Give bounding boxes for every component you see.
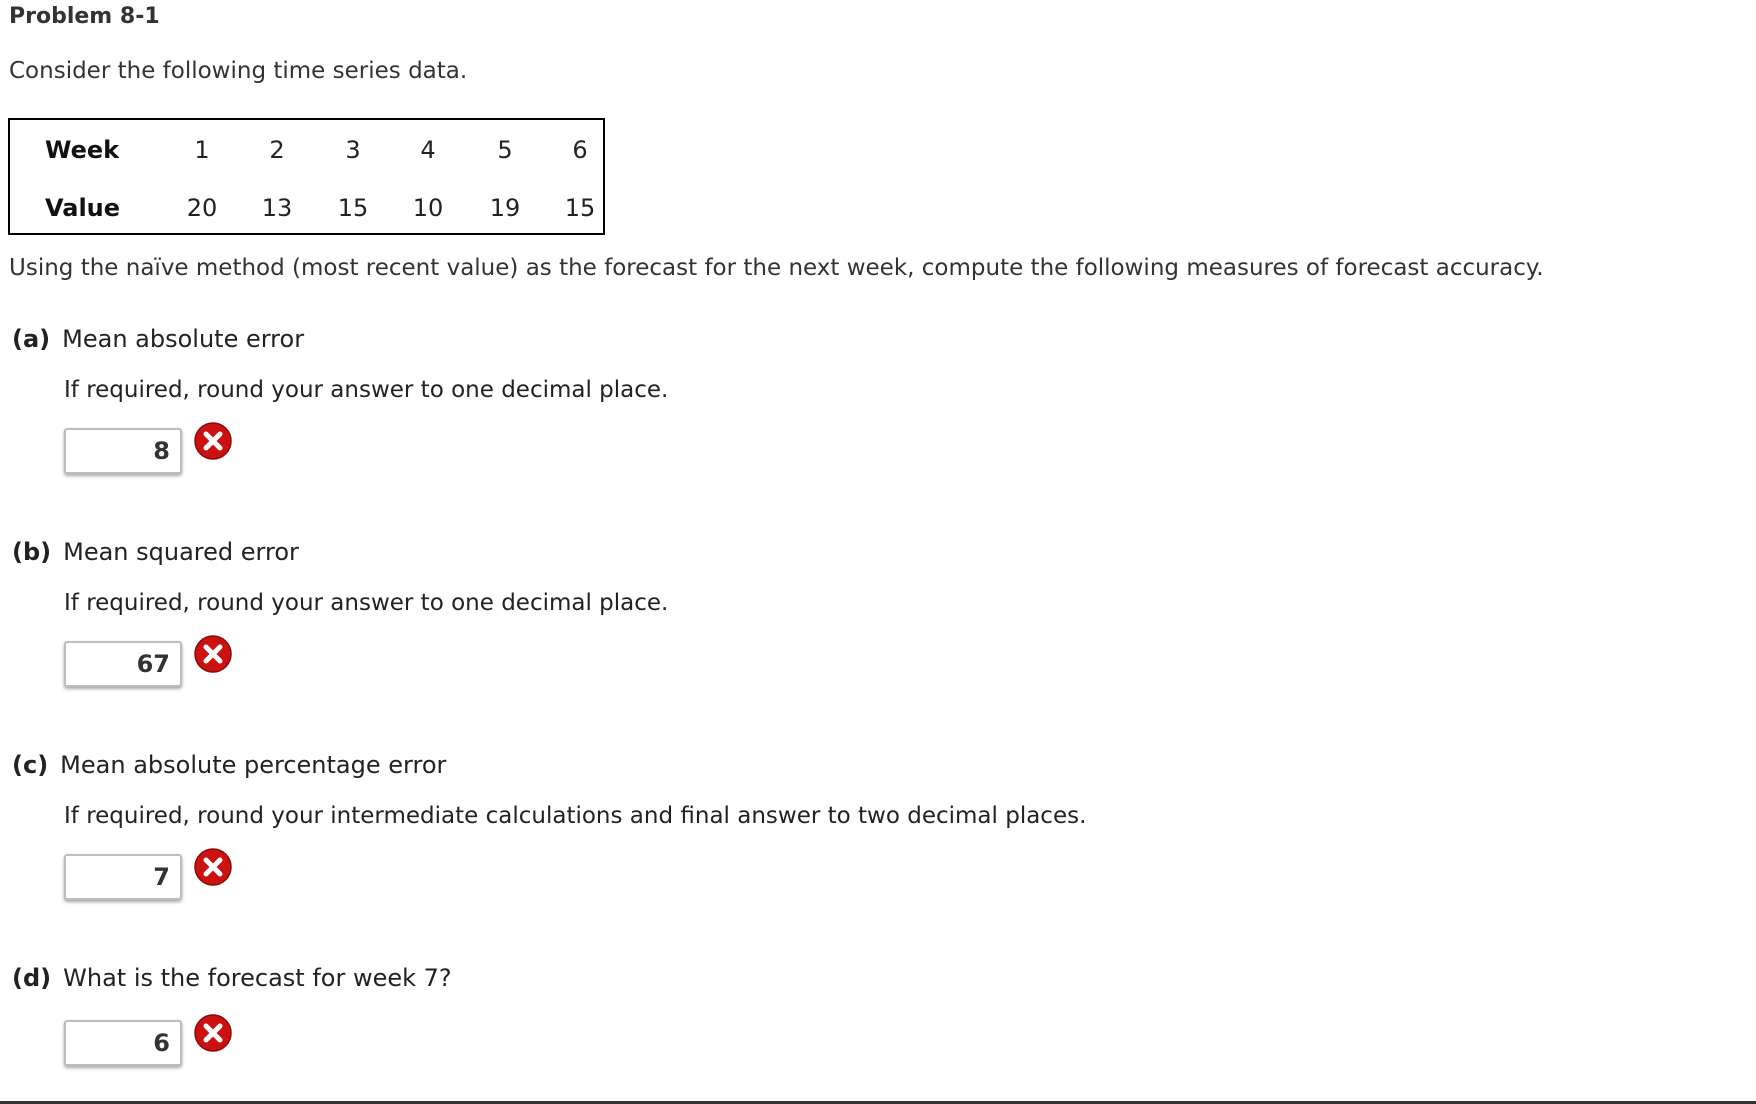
value-cell: 15 <box>337 194 369 222</box>
problem-intro: Consider the following time series data. <box>9 58 468 84</box>
part-a-question: Mean absolute error <box>62 325 305 353</box>
part-c-note: If required, round your intermediate calculations and final answer to two decimal places. <box>64 803 1087 829</box>
part-b-note: If required, round your answer to one decimal place. <box>64 590 669 616</box>
part-c-letter: (c) <box>12 751 49 779</box>
incorrect-x-icon <box>193 634 233 674</box>
incorrect-x-icon <box>193 847 233 887</box>
row-header-value: Value <box>45 194 121 222</box>
week-cell: 2 <box>269 136 285 164</box>
problem-instruction: Using the naïve method (most recent value) as the forecast for the next week, compute the following measures of forecast accuracy. <box>9 255 1544 281</box>
part-d-letter: (d) <box>12 964 52 992</box>
part-c-question: Mean absolute percentage error <box>60 751 447 779</box>
time-series-table <box>8 118 605 235</box>
week-cell: 5 <box>497 136 513 164</box>
week-cell: 1 <box>194 136 210 164</box>
table-row-value <box>10 188 603 228</box>
value-cell: 19 <box>489 194 521 222</box>
part-c-answer-input[interactable] <box>64 854 182 900</box>
part-b-letter: (b) <box>12 538 52 566</box>
part-a-note: If required, round your answer to one decimal place. <box>64 377 669 403</box>
table-row-week <box>10 130 603 170</box>
incorrect-x-icon <box>193 1013 233 1053</box>
part-b-answer-input[interactable] <box>64 641 182 687</box>
incorrect-x-icon <box>193 421 233 461</box>
part-b-question: Mean squared error <box>63 538 299 566</box>
week-cell: 3 <box>345 136 361 164</box>
row-header-week: Week <box>45 136 120 164</box>
part-a-label <box>12 325 304 353</box>
part-c-label <box>12 751 446 779</box>
part-a-letter: (a) <box>12 325 51 353</box>
part-d-answer-input[interactable] <box>64 1020 182 1066</box>
week-cell: 6 <box>572 136 588 164</box>
part-a-answer-input[interactable] <box>64 428 182 474</box>
part-d-label <box>12 964 452 992</box>
part-b-label <box>12 538 299 566</box>
value-cell: 13 <box>261 194 293 222</box>
part-d-question: What is the forecast for week 7? <box>63 964 452 992</box>
value-cell: 20 <box>186 194 218 222</box>
week-cell: 4 <box>420 136 436 164</box>
value-cell: 10 <box>412 194 444 222</box>
value-cell: 15 <box>564 194 596 222</box>
problem-title: Problem 8-1 <box>9 4 160 29</box>
